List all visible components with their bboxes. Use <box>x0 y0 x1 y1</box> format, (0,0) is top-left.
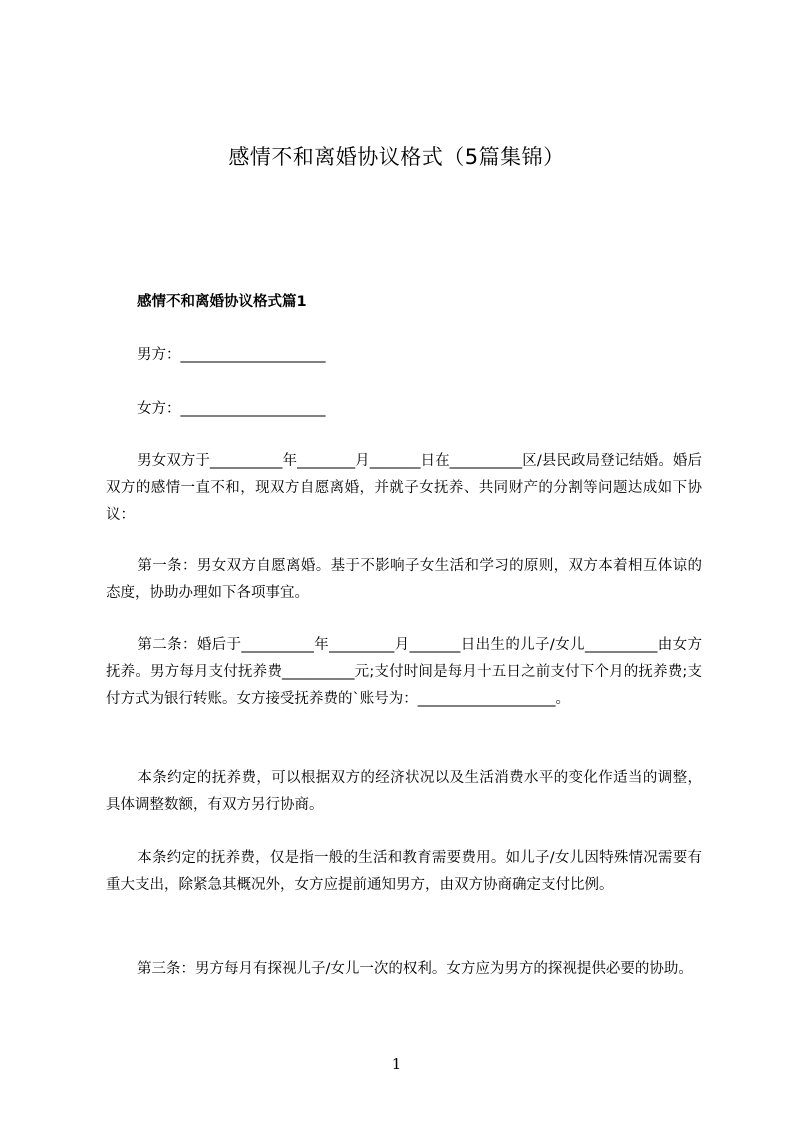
document-title: 感情不和离婚协议格式（5篇集锦） <box>228 145 565 169</box>
male-party-field: 男方：____________________ <box>137 347 326 363</box>
paragraph-text: 第三条：男方每月有探视儿子/女儿一次的权利。女方应为男方的探视提供必要的协助。 <box>137 961 693 977</box>
female-party-field: 女方：____________________ <box>137 401 326 417</box>
page-number: 1 <box>391 1055 402 1073</box>
paragraph-text: 男女双方于__________年________月_______日在__________区/县民政局登记结婚。婚后双方的感情一直不和，现双方自愿离婚，并就子女抚养、共同财产的分割等问题达成如下协议： <box>106 453 702 523</box>
paragraph-text: 本条约定的抚养费，可以根据双方的经济状况以及生活消费水平的变化作适当的调整，具体调整数额，有双方另行协商。 <box>106 770 702 813</box>
paragraph-text: 本条约定的抚养费，仅是指一般的生活和教育需要费用。如儿子/女儿因特殊情况需要有重大支出，除紧急其概况外，女方应提前通知男方，由双方协商确定支付比例。 <box>106 850 702 893</box>
paragraph-support-adjustment <box>106 765 702 819</box>
paragraph-article-2 <box>106 632 702 713</box>
paragraph-text: 第一条：男女双方自愿离婚。基于不影响子女生活和学习的原则，双方本着相互体谅的态度，协助办理如下各项事宜。 <box>106 558 702 601</box>
paragraph-registration <box>106 448 702 529</box>
paragraph-text: 第二条：婚后于__________年_________月_______日出生的儿子/女儿__________由女方抚养。男方每月支付抚养费__________元;支付时间是每月十五日之前支付下个月的抚养费;支付方式为银行转账。女方接受抚养费的`账号为：___________________。 <box>106 637 702 707</box>
paragraph-support-scope <box>106 845 702 899</box>
section-heading: 感情不和离婚协议格式篇1 <box>137 294 307 310</box>
paragraph-article-1 <box>106 553 702 607</box>
paragraph-article-3 <box>106 956 702 983</box>
